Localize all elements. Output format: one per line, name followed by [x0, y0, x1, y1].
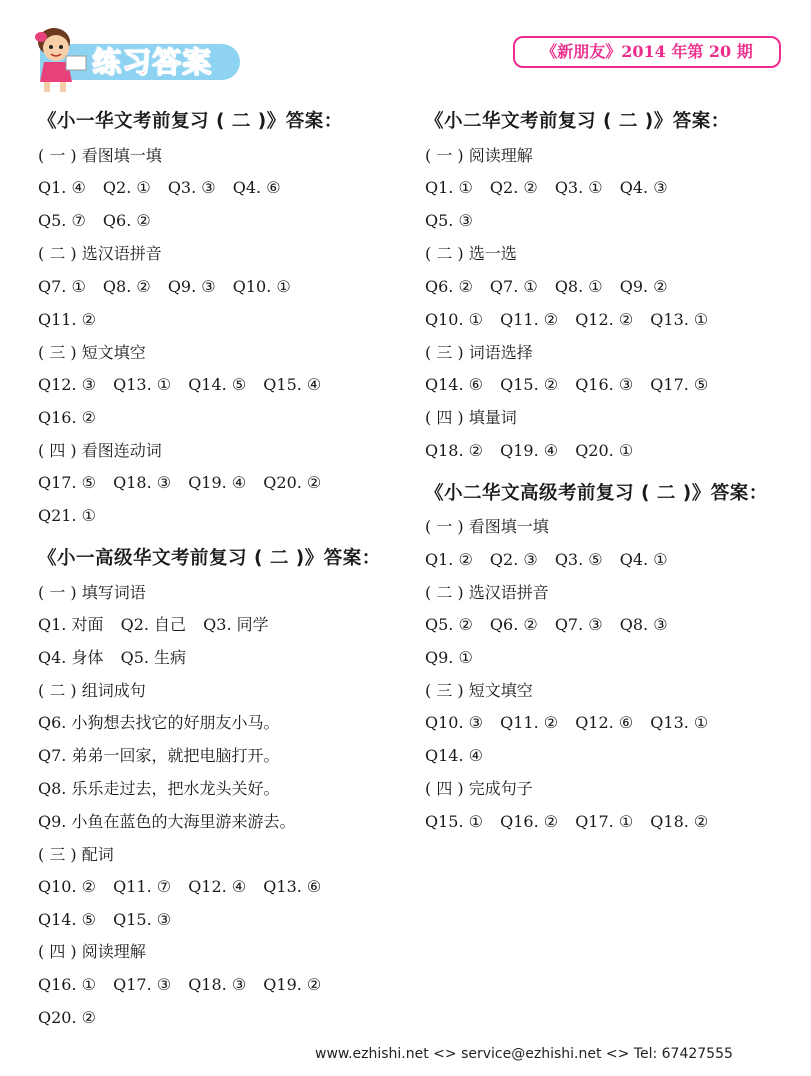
answer: Q17. ③ — [113, 975, 172, 994]
part-heading: ( 一 ) 看图填一填 — [425, 517, 549, 536]
answer: Q4. ① — [619, 550, 668, 569]
part-heading: ( 一 ) 阅读理解 — [425, 146, 533, 165]
answer: Q5. ⑦ — [38, 211, 86, 230]
answer: Q11. ② — [500, 713, 559, 732]
answer: Q19. ④ — [500, 441, 559, 460]
answer: Q4. 身体 — [38, 648, 104, 667]
answer: Q9. ② — [619, 277, 668, 296]
answer-row — [425, 210, 473, 232]
answer: Q15. ① — [425, 812, 483, 831]
answer-row — [38, 974, 321, 996]
answer-sentence: Q7. 弟弟一回家，就把电脑打开。 — [38, 746, 280, 765]
part-heading: ( 四 ) 看图连动词 — [38, 441, 162, 460]
answer: Q1. ④ — [38, 178, 86, 197]
answer-sentence: Q8. 乐乐走过去，把水龙头关好。 — [38, 779, 280, 798]
answer: Q5. ② — [425, 615, 473, 634]
answer-row — [38, 876, 321, 898]
answer: Q20. ② — [38, 1008, 96, 1027]
answer: Q12. ⑥ — [575, 713, 634, 732]
answer: Q16. ③ — [575, 375, 634, 394]
answer: Q18. ② — [425, 441, 483, 460]
answer: Q13. ① — [113, 375, 172, 394]
answer: Q8. ③ — [619, 615, 668, 634]
answer: Q9. ① — [425, 648, 473, 667]
answer: Q15. ② — [500, 375, 559, 394]
answer-row — [38, 276, 291, 298]
answer-row — [425, 745, 483, 767]
answer: Q7. ① — [489, 277, 538, 296]
answer: Q18. ③ — [188, 975, 247, 994]
part-heading: ( 三 ) 配词 — [38, 845, 114, 864]
answer: Q18. ② — [650, 812, 709, 831]
part-heading: ( 三 ) 短文填空 — [425, 681, 533, 700]
answer: Q3. ③ — [167, 178, 216, 197]
answer: Q11. ⑦ — [113, 877, 172, 896]
answer-row — [425, 309, 708, 331]
answer: Q15. ④ — [263, 375, 322, 394]
answer: Q9. ③ — [167, 277, 216, 296]
answer-row — [38, 614, 269, 636]
answer-row — [425, 712, 708, 734]
answer: Q4. ③ — [619, 178, 668, 197]
answer: Q3. 同学 — [203, 615, 269, 634]
answer: Q6. ② — [425, 277, 473, 296]
answer: Q10. ③ — [425, 713, 483, 732]
answer: Q12. ③ — [38, 375, 96, 394]
mascot-girl-icon — [32, 26, 94, 96]
answer: Q1. ① — [425, 178, 473, 197]
answer: Q19. ④ — [188, 473, 247, 492]
answer: Q10. ② — [38, 877, 96, 896]
answer: Q5. 生病 — [120, 648, 187, 667]
answer-row — [38, 505, 96, 527]
answer: Q18. ③ — [113, 473, 172, 492]
answer-row — [38, 374, 321, 396]
answer: Q15. ③ — [113, 910, 172, 929]
answer-row — [425, 276, 668, 298]
answer: Q2. 自己 — [120, 615, 187, 634]
answer: Q2. ① — [102, 178, 151, 197]
section-title: 《小二华文考前复习 ( 二 )》答案： — [425, 111, 730, 132]
answer: Q19. ② — [263, 975, 322, 994]
answer-row — [425, 647, 473, 669]
answer-sentence: Q9. 小鱼在蓝色的大海里游来游去。 — [38, 812, 296, 831]
part-heading: ( 二 ) 选汉语拼音 — [38, 244, 162, 263]
answer: Q14. ⑤ — [188, 375, 247, 394]
section-title: 《小二华文高级考前复习 ( 二 )》答案： — [425, 483, 768, 504]
answer: Q12. ④ — [188, 877, 247, 896]
answer: Q1. ② — [425, 550, 473, 569]
answer: Q14. ④ — [425, 746, 483, 765]
answer: Q6. ② — [102, 211, 151, 230]
answer-row — [38, 407, 96, 429]
answer: Q3. ① — [554, 178, 603, 197]
answer: Q2. ② — [489, 178, 538, 197]
banner-title: 练习答案 — [92, 45, 213, 79]
part-heading: ( 二 ) 选汉语拼音 — [425, 583, 549, 602]
answer: Q16. ② — [38, 408, 96, 427]
answer: Q7. ③ — [554, 615, 603, 634]
answer-row — [425, 177, 668, 199]
part-heading: ( 四 ) 填量词 — [425, 408, 517, 427]
section-title: 《小一高级华文考前复习 ( 二 )》答案： — [38, 548, 381, 569]
answer-sentence: Q6. 小狗想去找它的好朋友小马。 — [38, 713, 280, 732]
part-heading: ( 四 ) 完成句子 — [425, 779, 533, 798]
answer: Q4. ⑥ — [232, 178, 281, 197]
answer: Q13. ① — [650, 713, 709, 732]
answer: Q2. ③ — [489, 550, 538, 569]
answer: Q17. ⑤ — [38, 473, 96, 492]
answer: Q3. ⑤ — [554, 550, 603, 569]
answer: Q11. ② — [38, 310, 96, 329]
answer-row — [38, 909, 171, 931]
part-heading: ( 一 ) 看图填一填 — [38, 146, 162, 165]
answer-row — [38, 647, 186, 669]
answer: Q17. ① — [575, 812, 634, 831]
answer: Q12. ② — [575, 310, 634, 329]
answer: Q7. ① — [38, 277, 86, 296]
answer: Q21. ① — [38, 506, 96, 525]
answer-row — [425, 374, 708, 396]
answer: Q11. ② — [500, 310, 559, 329]
answer: Q14. ⑥ — [425, 375, 483, 394]
answer: Q10. ① — [232, 277, 291, 296]
answer: Q16. ② — [500, 812, 559, 831]
part-heading: ( 三 ) 短文填空 — [38, 343, 146, 362]
part-heading: ( 二 ) 组词成句 — [38, 681, 146, 700]
part-heading: ( 三 ) 词语选择 — [425, 343, 533, 362]
issue-badge: 《新朋友》2014 年第 20 期 — [513, 36, 781, 68]
part-heading: ( 二 ) 选一选 — [425, 244, 517, 263]
answer: Q10. ① — [425, 310, 483, 329]
answer: Q13. ⑥ — [263, 877, 322, 896]
answer-row — [425, 549, 668, 571]
answer: Q17. ⑤ — [650, 375, 709, 394]
answer: Q20. ① — [575, 441, 634, 460]
answer-row — [425, 614, 668, 636]
answer-row — [38, 472, 321, 494]
answer: Q8. ① — [554, 277, 603, 296]
answer: Q6. ② — [489, 615, 538, 634]
answer: Q16. ① — [38, 975, 96, 994]
answer-row — [38, 177, 281, 199]
answer-row — [425, 811, 708, 833]
answer: Q20. ② — [263, 473, 322, 492]
answer: Q13. ① — [650, 310, 709, 329]
footer-contact: www.ezhishi.net <> service@ezhishi.net <> Tel: 67427555 — [315, 1046, 733, 1062]
section-title: 《小一华文考前复习 ( 二 )》答案： — [38, 111, 343, 132]
answer-row — [38, 1007, 96, 1029]
part-heading: ( 四 ) 阅读理解 — [38, 942, 146, 961]
answer-row — [425, 440, 633, 462]
answer-row — [38, 210, 151, 232]
answer-row — [38, 309, 96, 331]
answer: Q14. ⑤ — [38, 910, 96, 929]
answer: Q8. ② — [102, 277, 151, 296]
answer: Q5. ③ — [425, 211, 473, 230]
answer: Q1. 对面 — [38, 615, 104, 634]
part-heading: ( 一 ) 填写词语 — [38, 583, 146, 602]
